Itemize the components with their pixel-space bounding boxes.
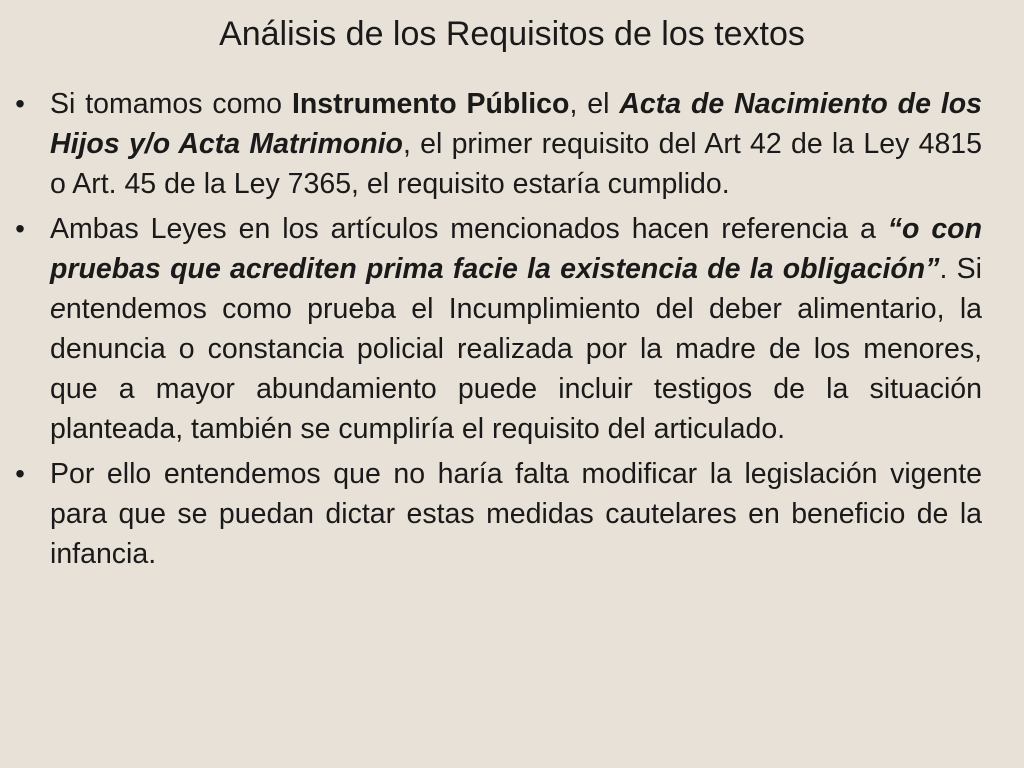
- text-run: ntendemos como prueba el Incumplimiento del deber alimentario, la denuncia o constancia policial realizada por la madre de los menores, que a mayor abundamiento puede incluir testigos de la situación planteada, también se cumpliría el requisito del articulado.: [50, 293, 982, 445]
- bullet-text: [50, 88, 982, 200]
- bullet-dot-icon: •: [15, 88, 25, 119]
- text-run: Por ello entendemos que no haría falta modificar la legislación vigente para que se puedan dictar estas medidas cautelares en beneficio de la infancia.: [50, 458, 982, 570]
- text-run: , el: [569, 88, 620, 120]
- bullet-text: [50, 458, 982, 570]
- slide-title: Análisis de los Requisitos de los textos: [219, 15, 805, 53]
- text-run: Ambas Leyes en los artículos mencionados hacen referencia a: [50, 213, 888, 245]
- bullet-item-1: [10, 84, 982, 204]
- text-run-italic: e: [50, 293, 66, 325]
- bullet-dot-icon: •: [15, 458, 25, 489]
- text-run-bold-italic: Acta de Nacimiento de los Hijos y/o Acta Matrimonio: [50, 88, 983, 160]
- bullet-list: [10, 84, 982, 579]
- text-run: . Si: [939, 253, 982, 285]
- bullet-dot-icon: •: [15, 213, 25, 244]
- text-run: , el primer requisito del Art 42 de la Ley 4815 o Art. 45 de la Ley 7365, el requisito estaría cumplido.: [50, 128, 983, 200]
- text-run-bold: Instrumento Público: [291, 88, 570, 120]
- bullet-item-3: [10, 454, 982, 574]
- bullet-item-2: [10, 209, 982, 449]
- text-run-bold-italic: “o con pruebas que acrediten prima facie la existencia de la obligación”: [50, 213, 982, 285]
- bullet-text: [50, 213, 982, 445]
- text-run: Si tomamos como: [50, 88, 292, 120]
